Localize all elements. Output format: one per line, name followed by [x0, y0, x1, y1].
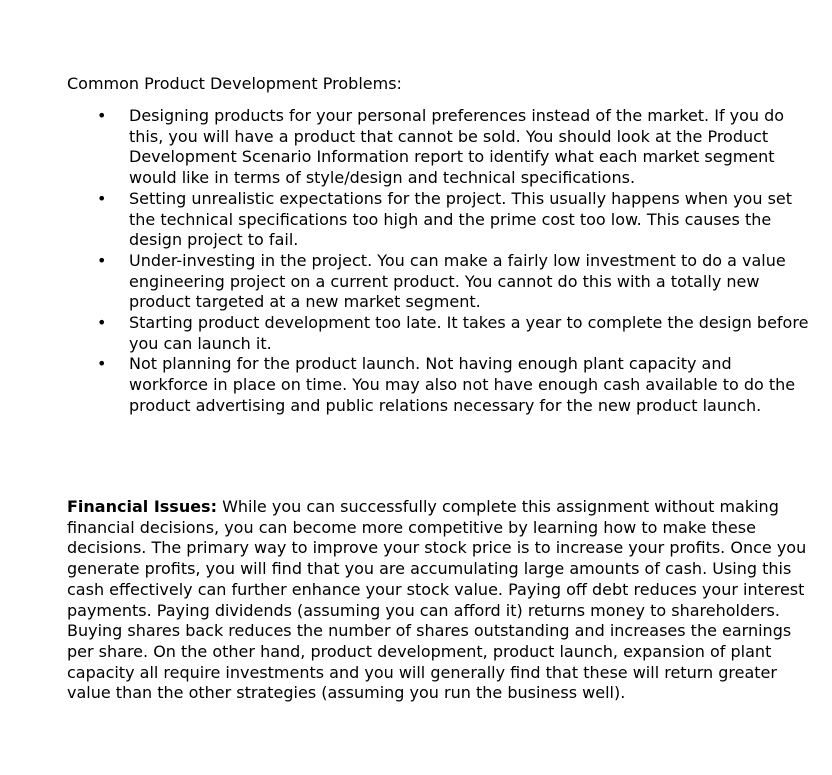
list-item	[0, 106, 809, 189]
list-item	[0, 189, 809, 251]
bullet-icon: •	[97, 188, 107, 208]
bullet-icon: •	[97, 313, 107, 333]
problems-list	[0, 106, 809, 417]
list-item-text: Designing products for your personal preferences instead of the market. If you do this, you will have a product that cannot be sold. You should look at the Product Development Scenario Information report to identify what each market segment would like in terms of style/design and technical specifications.	[129, 106, 785, 188]
financial-issues-paragraph	[67, 497, 812, 704]
financial-issues-body: While you can successfully complete this assignment without making financial decisions, you can become more competitive by learning how to make these decisions. The primary way to improve your stock price is to increase your profits. Once you generate profits, you will find that you are accumulating large amounts of cash. Using this cash effectively can further enhance your stock value. Paying off debt reduces your interest payments. Paying dividends (assuming you can afford it) returns money to shareholders. Buying shares back reduces the number of shares outstanding and increases the earnings per share. On the other hand, product development, product launch, expansion of plant capacity all require investments and you will generally find that these will return greater value than the other strategies (assuming you run the business well).	[67, 497, 807, 703]
list-item-text: Not planning for the product launch. Not having enough plant capacity and workforce in place on time. You may also not have enough cash available to do the product advertising and public relations necessary for the new product launch.	[129, 354, 796, 415]
section-heading: Common Product Development Problems:	[67, 74, 402, 93]
list-item-text: Setting unrealistic expectations for the project. This usually happens when you set the technical specifications too high and the prime cost too low. This causes the design project to fail.	[129, 188, 793, 250]
financial-issues-lead: Financial Issues:	[67, 497, 217, 516]
list-item	[0, 313, 809, 354]
bullet-icon: •	[97, 106, 107, 125]
list-item-text: Under-investing in the project. You can make a fairly low investment to do a value engineering project on a current product. You cannot do this with a totally new product targeted at a new market segment.	[129, 250, 786, 312]
list-item	[0, 354, 809, 416]
list-item-text: Starting product development too late. It takes a year to complete the design before you can launch it.	[129, 313, 809, 353]
list-item	[0, 251, 809, 313]
bullet-icon: •	[97, 354, 107, 374]
bullet-icon: •	[97, 250, 107, 270]
